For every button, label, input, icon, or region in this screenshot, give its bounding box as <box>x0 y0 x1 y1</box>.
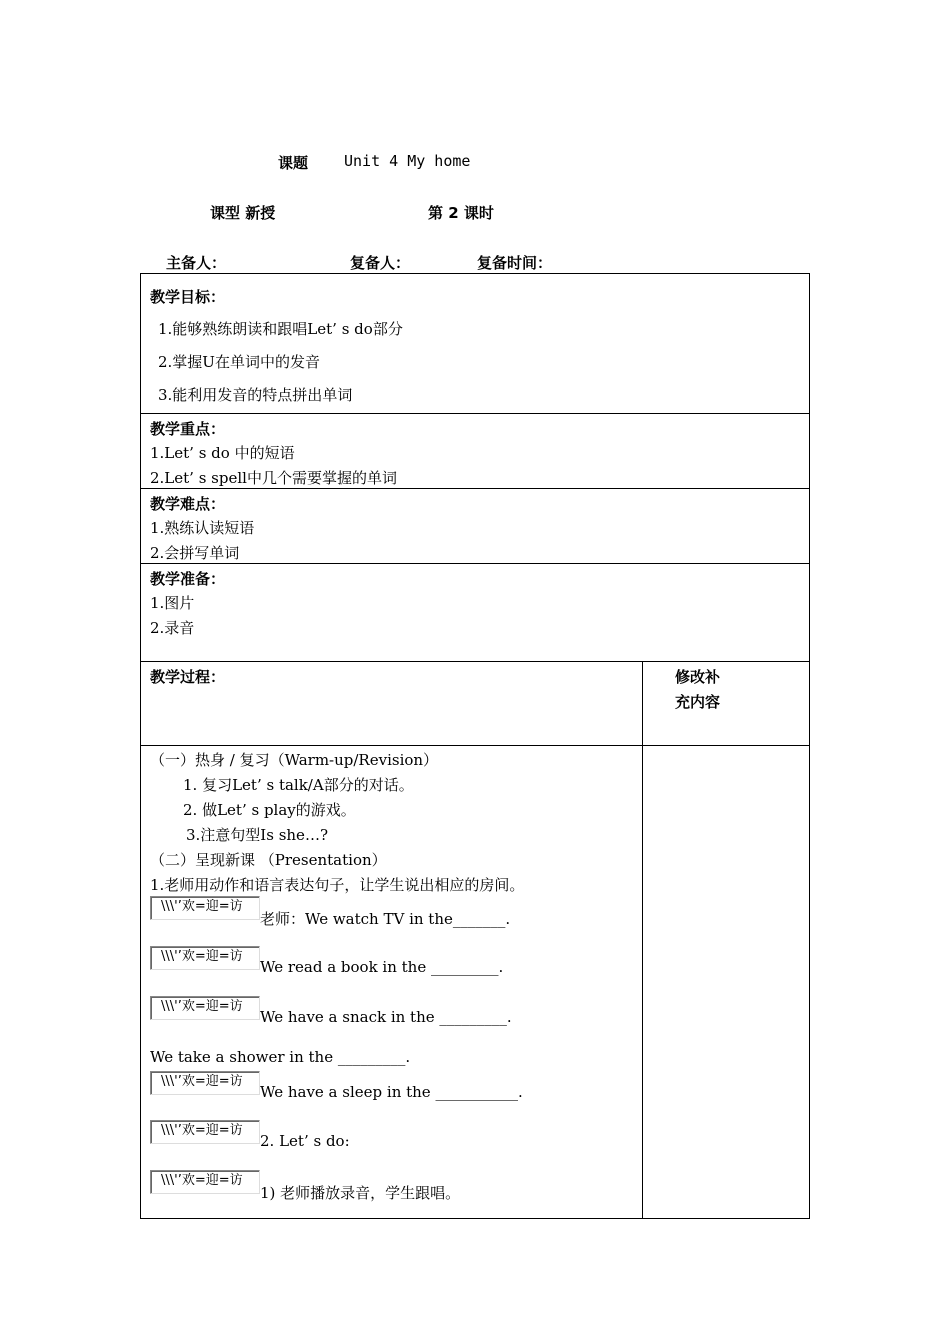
process-line: （一）热身 / 复习（Warm-up/Revision） <box>150 751 439 769</box>
title-value: Unit 4 My home <box>344 152 471 170</box>
lesson-period: 第 2 课时 <box>428 204 494 222</box>
revision-heading-line1: 修改补 <box>675 668 721 686</box>
key-point-item: 2.Let’ s spell中几个需要掌握的单词 <box>150 469 397 487</box>
table-bottom-border <box>140 1218 810 1219</box>
key-point-item: 1.Let’ s do 中的短语 <box>150 444 295 462</box>
goal-item: 3.能利用发音的特点拼出单词 <box>158 386 353 404</box>
column-divider <box>642 661 643 1219</box>
watermark-stamp: \\\'’欢=迎=访 <box>150 1170 260 1194</box>
difficulty-item: 2.会拼写单词 <box>150 544 240 562</box>
process-heading: 教学过程： <box>150 668 226 686</box>
preparation-item: 2.录音 <box>150 619 195 637</box>
preparation-heading: 教学准备： <box>150 570 226 588</box>
table-right-border <box>809 273 810 1219</box>
row-divider <box>140 745 810 746</box>
review-time-label: 复备时间： <box>477 254 553 272</box>
process-line: We take a shower in the _________. <box>150 1048 411 1066</box>
process-line: （二）呈现新课 （Presentation） <box>150 851 387 869</box>
row-divider <box>140 563 810 564</box>
difficulties-heading: 教学难点： <box>150 495 226 513</box>
preparer-label: 主备人： <box>166 254 227 272</box>
goal-item: 1.能够熟练朗读和跟唱Let’ s do部分 <box>158 320 403 338</box>
title-label: 课题 <box>278 154 309 172</box>
watermark-stamp: \\\'’欢=迎=访 <box>150 1071 260 1095</box>
process-line: 1. 复习Let’ s talk/A部分的对话。 <box>183 776 414 794</box>
revision-heading-line2: 充内容 <box>675 693 721 711</box>
goals-heading: 教学目标： <box>150 288 226 306</box>
preparation-item: 1.图片 <box>150 594 195 612</box>
process-line: 老师：We watch TV in the_______. <box>260 910 511 928</box>
table-top-border <box>140 273 810 274</box>
goal-item: 2.掌握U在单词中的发音 <box>158 353 320 371</box>
key-points-heading: 教学重点： <box>150 420 226 438</box>
process-line: 1.老师用动作和语言表达句子，让学生说出相应的房间。 <box>150 876 525 894</box>
difficulty-item: 1.熟练认读短语 <box>150 519 255 537</box>
row-divider <box>140 661 810 662</box>
watermark-stamp: \\\'’欢=迎=访 <box>150 996 260 1020</box>
lesson-type: 课型 新授 <box>210 204 276 222</box>
watermark-stamp: \\\'’欢=迎=访 <box>150 1120 260 1144</box>
process-line: 3.注意句型Is she…? <box>186 826 328 844</box>
table-left-border <box>140 273 141 1219</box>
process-line: We have a snack in the _________. <box>260 1008 512 1026</box>
process-line: We read a book in the _________. <box>260 958 504 976</box>
process-line: We have a sleep in the ___________. <box>260 1083 523 1101</box>
reviewer-label: 复备人： <box>350 254 411 272</box>
process-line: 2. Let’ s do: <box>260 1132 350 1150</box>
row-divider <box>140 413 810 414</box>
watermark-stamp: \\\'’欢=迎=访 <box>150 946 260 970</box>
row-divider <box>140 488 810 489</box>
process-line: 1) 老师播放录音，学生跟唱。 <box>260 1184 461 1202</box>
process-line: 2. 做Let’ s play的游戏。 <box>183 801 356 819</box>
watermark-stamp: \\\'’欢=迎=访 <box>150 896 260 920</box>
